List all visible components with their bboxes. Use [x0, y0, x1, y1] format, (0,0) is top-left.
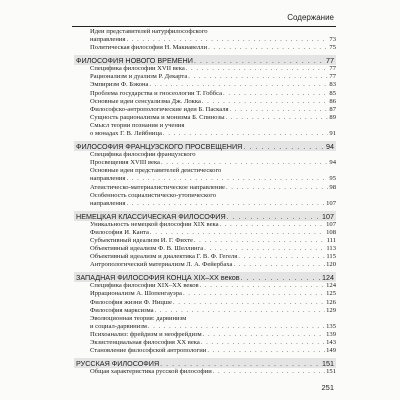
- toc-entry-line: [74, 200, 336, 208]
- toc-entry-line: [74, 106, 336, 114]
- toc-entry-text: Философия марксизма: [90, 306, 154, 314]
- dot-leader: [186, 65, 329, 73]
- toc-entry-line: [74, 81, 336, 89]
- dot-leader: [183, 290, 325, 298]
- section-heading: [74, 358, 336, 368]
- dot-leader: [155, 307, 326, 315]
- dot-leader: [223, 90, 328, 98]
- dot-leader: [194, 237, 326, 245]
- toc-page-number: 77: [329, 65, 336, 73]
- toc-page-number: 87: [329, 105, 336, 113]
- toc-page-number: 115: [326, 253, 336, 261]
- dot-leader: [202, 98, 329, 106]
- section-title: ФИЛОСОФИЯ НОВОГО ВРЕМЕНИ: [76, 56, 193, 66]
- dot-leader: [126, 200, 325, 208]
- dot-leader: [226, 114, 329, 122]
- toc-entry-line: [74, 347, 336, 355]
- toc-page-number: 120: [326, 261, 336, 269]
- toc-entry-line: [74, 44, 336, 52]
- toc-page-number: 85: [329, 89, 336, 97]
- dot-leader: [194, 56, 325, 65]
- dot-leader: [201, 339, 325, 347]
- toc-entry-text: Эволюционная теория: дарвинизм: [90, 314, 187, 322]
- toc-page-number: 95: [329, 175, 336, 183]
- toc-entry-line: [74, 114, 336, 122]
- toc-page-number: 113: [326, 245, 336, 253]
- toc-section: [74, 55, 336, 138]
- toc-entry-text: Особенность социалистическо-утопического: [90, 191, 217, 199]
- section-page-number: 77: [326, 56, 334, 66]
- toc-entry-line: [74, 65, 336, 73]
- toc-entry-text: Уникальность немецкой философии XIX века: [90, 220, 219, 228]
- toc-entry-line: [74, 299, 336, 307]
- toc-page-number: 75: [329, 44, 336, 52]
- toc-entry-line: [74, 192, 336, 200]
- toc-entry-text: направления: [90, 36, 126, 44]
- toc-entry-text: Сущность рационализма и монизма Б. Спинозы: [90, 113, 225, 121]
- toc-entry-line: [74, 290, 336, 298]
- toc-entry-line: [74, 90, 336, 98]
- toc-entry-text: Философия И. Канта: [90, 228, 149, 236]
- toc-entry-line: [74, 73, 336, 81]
- toc-entry-line: [74, 151, 336, 159]
- dot-leader: [161, 159, 328, 167]
- toc-page-number: 107: [326, 199, 336, 207]
- toc-entry-line: [74, 253, 336, 261]
- dot-leader: [243, 142, 325, 151]
- toc-entry-line: [74, 245, 336, 253]
- dot-leader: [233, 261, 325, 269]
- toc-page-number: 94: [329, 159, 336, 167]
- dot-leader: [204, 245, 325, 253]
- section-title: РУССКАЯ ФИЛОСОФИЯ: [76, 359, 160, 369]
- toc-entry-text: Смысл теории познания и учения: [90, 121, 185, 129]
- dot-leader: [203, 331, 325, 339]
- toc-page-number: 91: [329, 130, 336, 138]
- toc-entry-line: [74, 368, 336, 376]
- toc-section: [74, 211, 336, 270]
- section-title: НЕМЕЦКАЯ КЛАССИЧЕСКАЯ ФИЛОСОФИЯ: [76, 211, 226, 221]
- toc-entry-text: Проблема государства и гносеологии Т. Гоббса: [90, 89, 223, 97]
- toc-page-number: 151: [326, 368, 336, 376]
- toc-entry-text: и социал-дарвинизм: [90, 322, 147, 330]
- section-title: ЗАПАДНАЯ ФИЛОСОФИЯ КОНЦА XIX–XX веков: [76, 273, 240, 283]
- toc-entry-text: Идеи представителей натурфилософского: [90, 28, 208, 35]
- dot-leader: [148, 323, 325, 331]
- toc-entry-line: [74, 261, 336, 269]
- dot-leader: [126, 175, 328, 183]
- dot-leader: [230, 106, 329, 114]
- toc-entry-line: [74, 331, 336, 339]
- toc-entry-text: Антропологический материализм Л. А. Фейербаха: [90, 261, 233, 269]
- section-heading: [74, 55, 336, 65]
- toc-page-number: 111: [326, 236, 336, 244]
- toc-entry-text: Философско-антропологические идеи Б. Паскаля: [90, 105, 229, 113]
- toc-section: [74, 141, 336, 208]
- toc-page-number: 107: [326, 220, 336, 228]
- toc-entry-text: Иррационализм А. Шопенгауэра: [90, 290, 182, 298]
- dot-leader: [150, 229, 325, 237]
- toc-entry-line: [74, 237, 336, 245]
- toc-entry-line: [74, 339, 336, 347]
- toc-page-number: 124: [326, 282, 336, 290]
- toc-entry-text: Объективный идеализм и диалектика Г. В. Ф. Гегеля: [90, 253, 238, 261]
- dot-leader: [200, 282, 325, 290]
- toc-entry-line: [74, 282, 336, 290]
- dot-leader: [173, 299, 325, 307]
- toc-entry-line: [74, 307, 336, 315]
- toc-entry-line: [74, 184, 336, 192]
- toc-page-number: 125: [326, 290, 336, 298]
- section-title: ФИЛОСОФИЯ ФРАНЦУЗСКОГО ПРОСВЕЩЕНИЯ: [76, 142, 243, 152]
- toc-entry-text: Политическая философия Н. Макиавелли: [90, 44, 208, 52]
- section-page-number: 94: [326, 142, 334, 152]
- toc-page-number: 89: [329, 113, 336, 121]
- toc-page-number: 135: [326, 322, 336, 330]
- toc-entry-text: Специфика философии XIX–XX веков: [90, 282, 199, 290]
- dot-leader: [227, 212, 321, 221]
- toc-entry-text: Эмпиризм Ф. Бэкона: [90, 81, 149, 89]
- dot-leader: [226, 184, 328, 192]
- toc-entry-line: [74, 28, 336, 36]
- toc-page-number: 98: [329, 183, 336, 191]
- toc-entry-text: Просвещения XVIII века: [90, 159, 160, 167]
- dot-leader: [208, 44, 328, 52]
- toc-entry-line: [74, 122, 336, 130]
- section-page-number: 151: [322, 359, 334, 369]
- toc-entry-line: [74, 130, 336, 138]
- toc-entry-text: Специфика философии французского: [90, 151, 196, 159]
- page-number: 251: [321, 383, 334, 392]
- toc-page-number: 83: [329, 81, 336, 89]
- toc-page-number: 126: [326, 298, 336, 306]
- dot-leader: [163, 130, 329, 138]
- toc-entry-text: Основные идеи сенсуализма Дж. Локка: [90, 97, 201, 105]
- toc-page-number: 129: [326, 306, 336, 314]
- toc-entry-text: направления: [90, 199, 126, 207]
- toc-entry-line: [74, 36, 336, 44]
- dot-leader: [188, 73, 328, 81]
- section-heading: [74, 141, 336, 151]
- toc-entry-line: [74, 221, 336, 229]
- toc-entry-line: [74, 159, 336, 167]
- section-page-number: 107: [322, 211, 334, 221]
- toc-entry-line: [74, 315, 336, 323]
- table-of-contents: [74, 28, 336, 378]
- section-heading: [74, 211, 336, 221]
- toc-entry-text: Субъективный идеализм И. Г. Фихте: [90, 236, 193, 244]
- toc-entry-text: Специфика философии XVII века: [90, 65, 185, 73]
- toc-entry-text: Объективный идеализм Ф. В. Шеллинга: [90, 245, 204, 253]
- dot-leader: [207, 347, 325, 355]
- toc-page-number: 73: [329, 36, 336, 44]
- toc-entry-text: Становление философской антропологии: [90, 347, 207, 355]
- toc-entry-text: Общая характеристика русской философии: [90, 368, 212, 376]
- toc-entry-line: [74, 175, 336, 183]
- toc-entry-text: Основные идеи представителей деистического: [90, 167, 222, 175]
- toc-entry-text: Экзистенциальная философия XX века: [90, 339, 200, 346]
- toc-entry-line: [74, 98, 336, 106]
- dot-leader: [149, 81, 328, 89]
- dot-leader: [160, 359, 321, 368]
- section-heading: [74, 272, 336, 282]
- toc-section: [74, 272, 336, 355]
- dot-leader: [220, 221, 326, 229]
- dot-leader: [126, 36, 328, 44]
- toc-entry-text: Философия жизни Ф. Ницше: [90, 298, 172, 306]
- section-page-number: 124: [322, 273, 334, 283]
- toc-page-number: 108: [326, 228, 336, 236]
- toc-entry-text: Психоанализ: фрейдизм и неофрейдизм: [90, 330, 202, 338]
- toc-page-number: 86: [329, 97, 336, 105]
- toc-page-number: 139: [326, 330, 336, 338]
- toc-entry-text: о монадах Г. В. Лейбница: [90, 130, 162, 138]
- running-title: Содержание: [287, 13, 334, 22]
- toc-entry-text: направления: [90, 175, 126, 183]
- toc-entry-line: [74, 229, 336, 237]
- toc-entry-text: Атеистическо-материалистическое направление: [90, 183, 225, 191]
- toc-entry-text: Рационализм и дуализм Р. Декарта: [90, 73, 188, 81]
- toc-page-number: 143: [326, 339, 336, 346]
- toc-page-number: 77: [329, 73, 336, 81]
- toc-entry-line: [74, 167, 336, 175]
- dot-leader: [241, 273, 321, 282]
- dot-leader: [238, 253, 325, 261]
- toc-section: [74, 358, 336, 376]
- page-header: [72, 12, 336, 27]
- toc-page-number: 149: [326, 347, 336, 355]
- toc-entry-line: [74, 323, 336, 331]
- dot-leader: [213, 368, 325, 376]
